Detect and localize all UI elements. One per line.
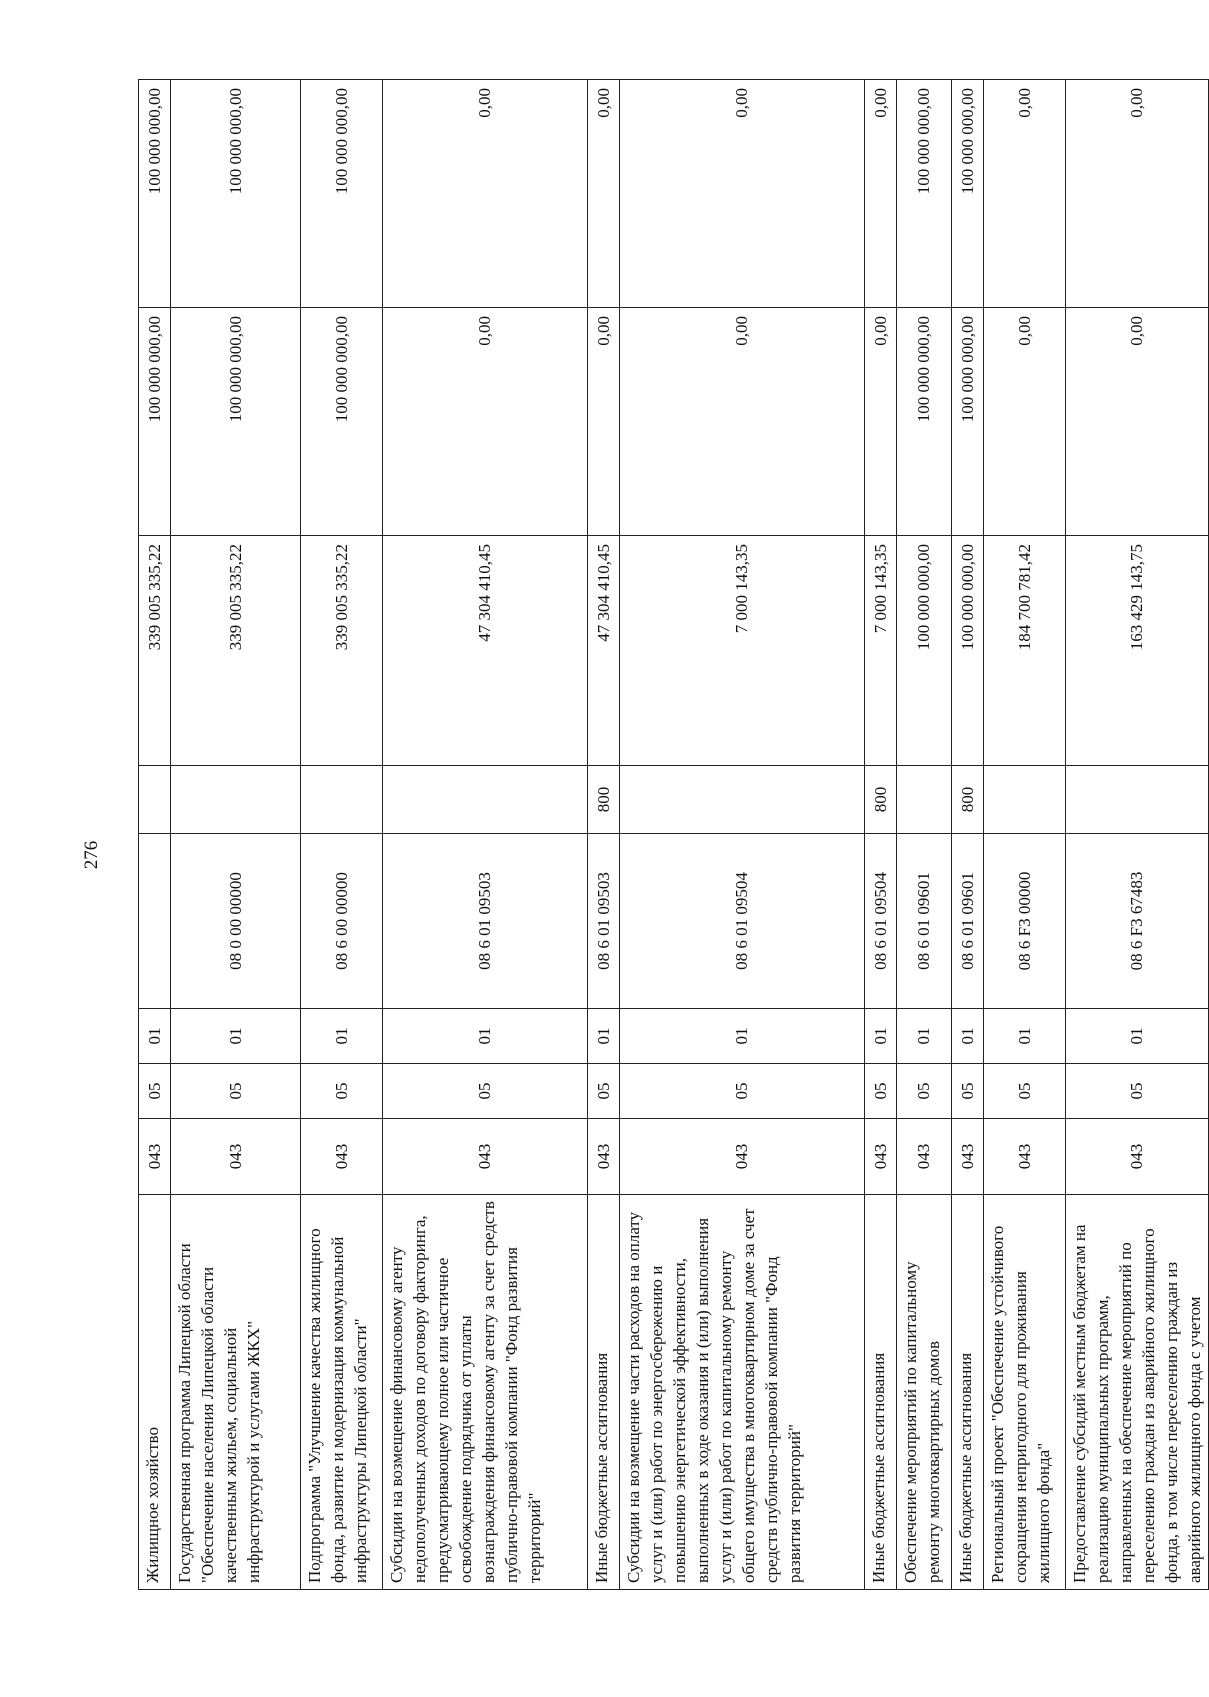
row-csr-cell: 08 6 01 09503 [588,834,620,1009]
row-razdel-cell: 05 [139,1064,171,1119]
page-number: 276 [81,840,102,870]
row-vr-cell: 800 [952,766,984,834]
row-sum-3-cell: 100 000 000,00 [952,80,984,308]
table-row [171,80,301,1590]
row-csr-cell [139,834,171,1009]
row-sum-1-cell: 339 005 335,22 [171,536,301,766]
row-podrazdel-cell: 01 [1066,1009,1209,1064]
row-name-cell: Региональный проект "Обеспечение устойчивого сокращения непригодного для проживания жилищного фонда" [984,1195,1066,1590]
table-row [620,80,865,1590]
row-sum-3-cell: 100 000 000,00 [171,80,301,308]
row-vr-cell [897,766,952,834]
row-csr-cell: 08 6 01 09504 [865,834,897,1009]
row-razdel-cell: 05 [952,1064,984,1119]
row-vr-cell [984,766,1066,834]
row-sum-1-cell: 184 700 781,42 [984,536,1066,766]
table-container [138,80,1204,1590]
row-podrazdel-cell: 01 [984,1009,1066,1064]
row-vr-cell [171,766,301,834]
row-vr-cell [1066,766,1209,834]
table-row [139,80,171,1590]
row-podrazdel-cell: 01 [171,1009,301,1064]
row-grbs-cell: 043 [952,1119,984,1195]
budget-table [138,79,1209,1590]
table-row [865,80,897,1590]
row-grbs-cell: 043 [865,1119,897,1195]
row-grbs-cell: 043 [383,1119,588,1195]
row-sum-2-cell: 100 000 000,00 [897,308,952,536]
row-grbs-cell: 043 [984,1119,1066,1195]
row-name-cell: Иные бюджетные ассигнования [865,1195,897,1590]
row-sum-1-cell: 100 000 000,00 [897,536,952,766]
row-grbs-cell: 043 [301,1119,383,1195]
row-sum-3-cell: 0,00 [588,80,620,308]
row-sum-1-cell: 7 000 143,35 [620,536,865,766]
table-row [897,80,952,1590]
row-podrazdel-cell: 01 [620,1009,865,1064]
table-row [383,80,588,1590]
row-podrazdel-cell: 01 [588,1009,620,1064]
row-csr-cell: 08 6 01 09601 [897,834,952,1009]
row-grbs-cell: 043 [620,1119,865,1195]
row-sum-1-cell: 47 304 410,45 [383,536,588,766]
row-vr-cell [301,766,383,834]
row-sum-2-cell: 100 000 000,00 [301,308,383,536]
row-csr-cell: 08 0 00 00000 [171,834,301,1009]
row-sum-2-cell: 100 000 000,00 [171,308,301,536]
row-sum-2-cell: 0,00 [620,308,865,536]
row-razdel-cell: 05 [865,1064,897,1119]
row-sum-1-cell: 339 005 335,22 [301,536,383,766]
row-csr-cell: 08 6 01 09601 [952,834,984,1009]
row-vr-cell: 800 [588,766,620,834]
row-csr-cell: 08 6 F3 67483 [1066,834,1209,1009]
row-razdel-cell: 05 [897,1064,952,1119]
row-sum-3-cell: 100 000 000,00 [897,80,952,308]
row-name-cell: Субсидии на возмещение финансовому агенту недополученных доходов по договору факторинга, предусматривающему полное или частичное освобождение подрядчика от уплаты вознаграждения финансовому агенту за счет средств публично-правовой компании "Фонд развития территорий" [383,1195,588,1590]
row-podrazdel-cell: 01 [383,1009,588,1064]
row-razdel-cell: 05 [171,1064,301,1119]
table-row [1066,80,1209,1590]
row-sum-2-cell: 100 000 000,00 [139,308,171,536]
row-sum-3-cell: 0,00 [1066,80,1209,308]
row-razdel-cell: 05 [383,1064,588,1119]
row-sum-3-cell: 0,00 [984,80,1066,308]
row-grbs-cell: 043 [588,1119,620,1195]
table-body [139,80,1209,1590]
row-name-cell: Обеспечение мероприятий по капитальному ремонту многоквартирных домов [897,1195,952,1590]
row-podrazdel-cell: 01 [952,1009,984,1064]
row-podrazdel-cell: 01 [865,1009,897,1064]
row-podrazdel-cell: 01 [301,1009,383,1064]
row-sum-3-cell: 0,00 [383,80,588,308]
row-sum-3-cell: 0,00 [620,80,865,308]
row-sum-3-cell: 100 000 000,00 [139,80,171,308]
row-razdel-cell: 05 [301,1064,383,1119]
row-grbs-cell: 043 [139,1119,171,1195]
row-vr-cell [383,766,588,834]
row-sum-1-cell: 100 000 000,00 [952,536,984,766]
row-vr-cell [620,766,865,834]
row-grbs-cell: 043 [1066,1119,1209,1195]
row-sum-2-cell: 100 000 000,00 [952,308,984,536]
row-name-cell: Предоставление субсидий местным бюджетам на реализацию муниципальных программ, направленных на обеспечение мероприятий по переселению граждан из аварийного жилищного фонда, в том числе переселению граждан из аварийного жилищного фонда с учетом [1066,1195,1209,1590]
row-grbs-cell: 043 [897,1119,952,1195]
row-name-cell: Иные бюджетные ассигнования [588,1195,620,1590]
row-podrazdel-cell: 01 [139,1009,171,1064]
row-podrazdel-cell: 01 [897,1009,952,1064]
row-name-cell: Государственная программа Липецкой области "Обеспечение населения Липецкой области качественным жильем, социальной инфраструктурой и услугами ЖКХ" [171,1195,301,1590]
row-sum-3-cell: 100 000 000,00 [301,80,383,308]
row-sum-2-cell: 0,00 [588,308,620,536]
table-row [301,80,383,1590]
row-csr-cell: 08 6 00 00000 [301,834,383,1009]
row-name-cell: Подпрограмма "Улучшение качества жилищного фонда, развитие и модернизация коммунальной инфраструктуры Липецкой области" [301,1195,383,1590]
row-sum-1-cell: 339 005 335,22 [139,536,171,766]
row-sum-1-cell: 47 304 410,45 [588,536,620,766]
row-sum-2-cell: 0,00 [984,308,1066,536]
row-sum-2-cell: 0,00 [1066,308,1209,536]
row-grbs-cell: 043 [171,1119,301,1195]
row-vr-cell [139,766,171,834]
row-csr-cell: 08 6 F3 00000 [984,834,1066,1009]
row-razdel-cell: 05 [620,1064,865,1119]
row-sum-2-cell: 0,00 [865,308,897,536]
row-razdel-cell: 05 [984,1064,1066,1119]
row-csr-cell: 08 6 01 09504 [620,834,865,1009]
row-name-cell: Жилищное хозяйство [139,1195,171,1590]
row-csr-cell: 08 6 01 09503 [383,834,588,1009]
table-row [952,80,984,1590]
row-name-cell: Иные бюджетные ассигнования [952,1195,984,1590]
row-sum-2-cell: 0,00 [383,308,588,536]
row-vr-cell: 800 [865,766,897,834]
row-name-cell: Субсидии на возмещение части расходов на оплату услуг и (или) работ по энергосбережению и повышению энергетической эффективности, выполненных в ходе оказания и (или) выполнения услуг и (или) работ по капитальному ремонту общего имущества в многоквартирном доме за счет средств публично-правовой компании "Фонд развития территорий" [620,1195,865,1590]
row-razdel-cell: 05 [588,1064,620,1119]
row-sum-1-cell: 7 000 143,35 [865,536,897,766]
row-razdel-cell: 05 [1066,1064,1209,1119]
table-row [984,80,1066,1590]
table-row [588,80,620,1590]
row-sum-3-cell: 0,00 [865,80,897,308]
row-sum-1-cell: 163 429 143,75 [1066,536,1209,766]
